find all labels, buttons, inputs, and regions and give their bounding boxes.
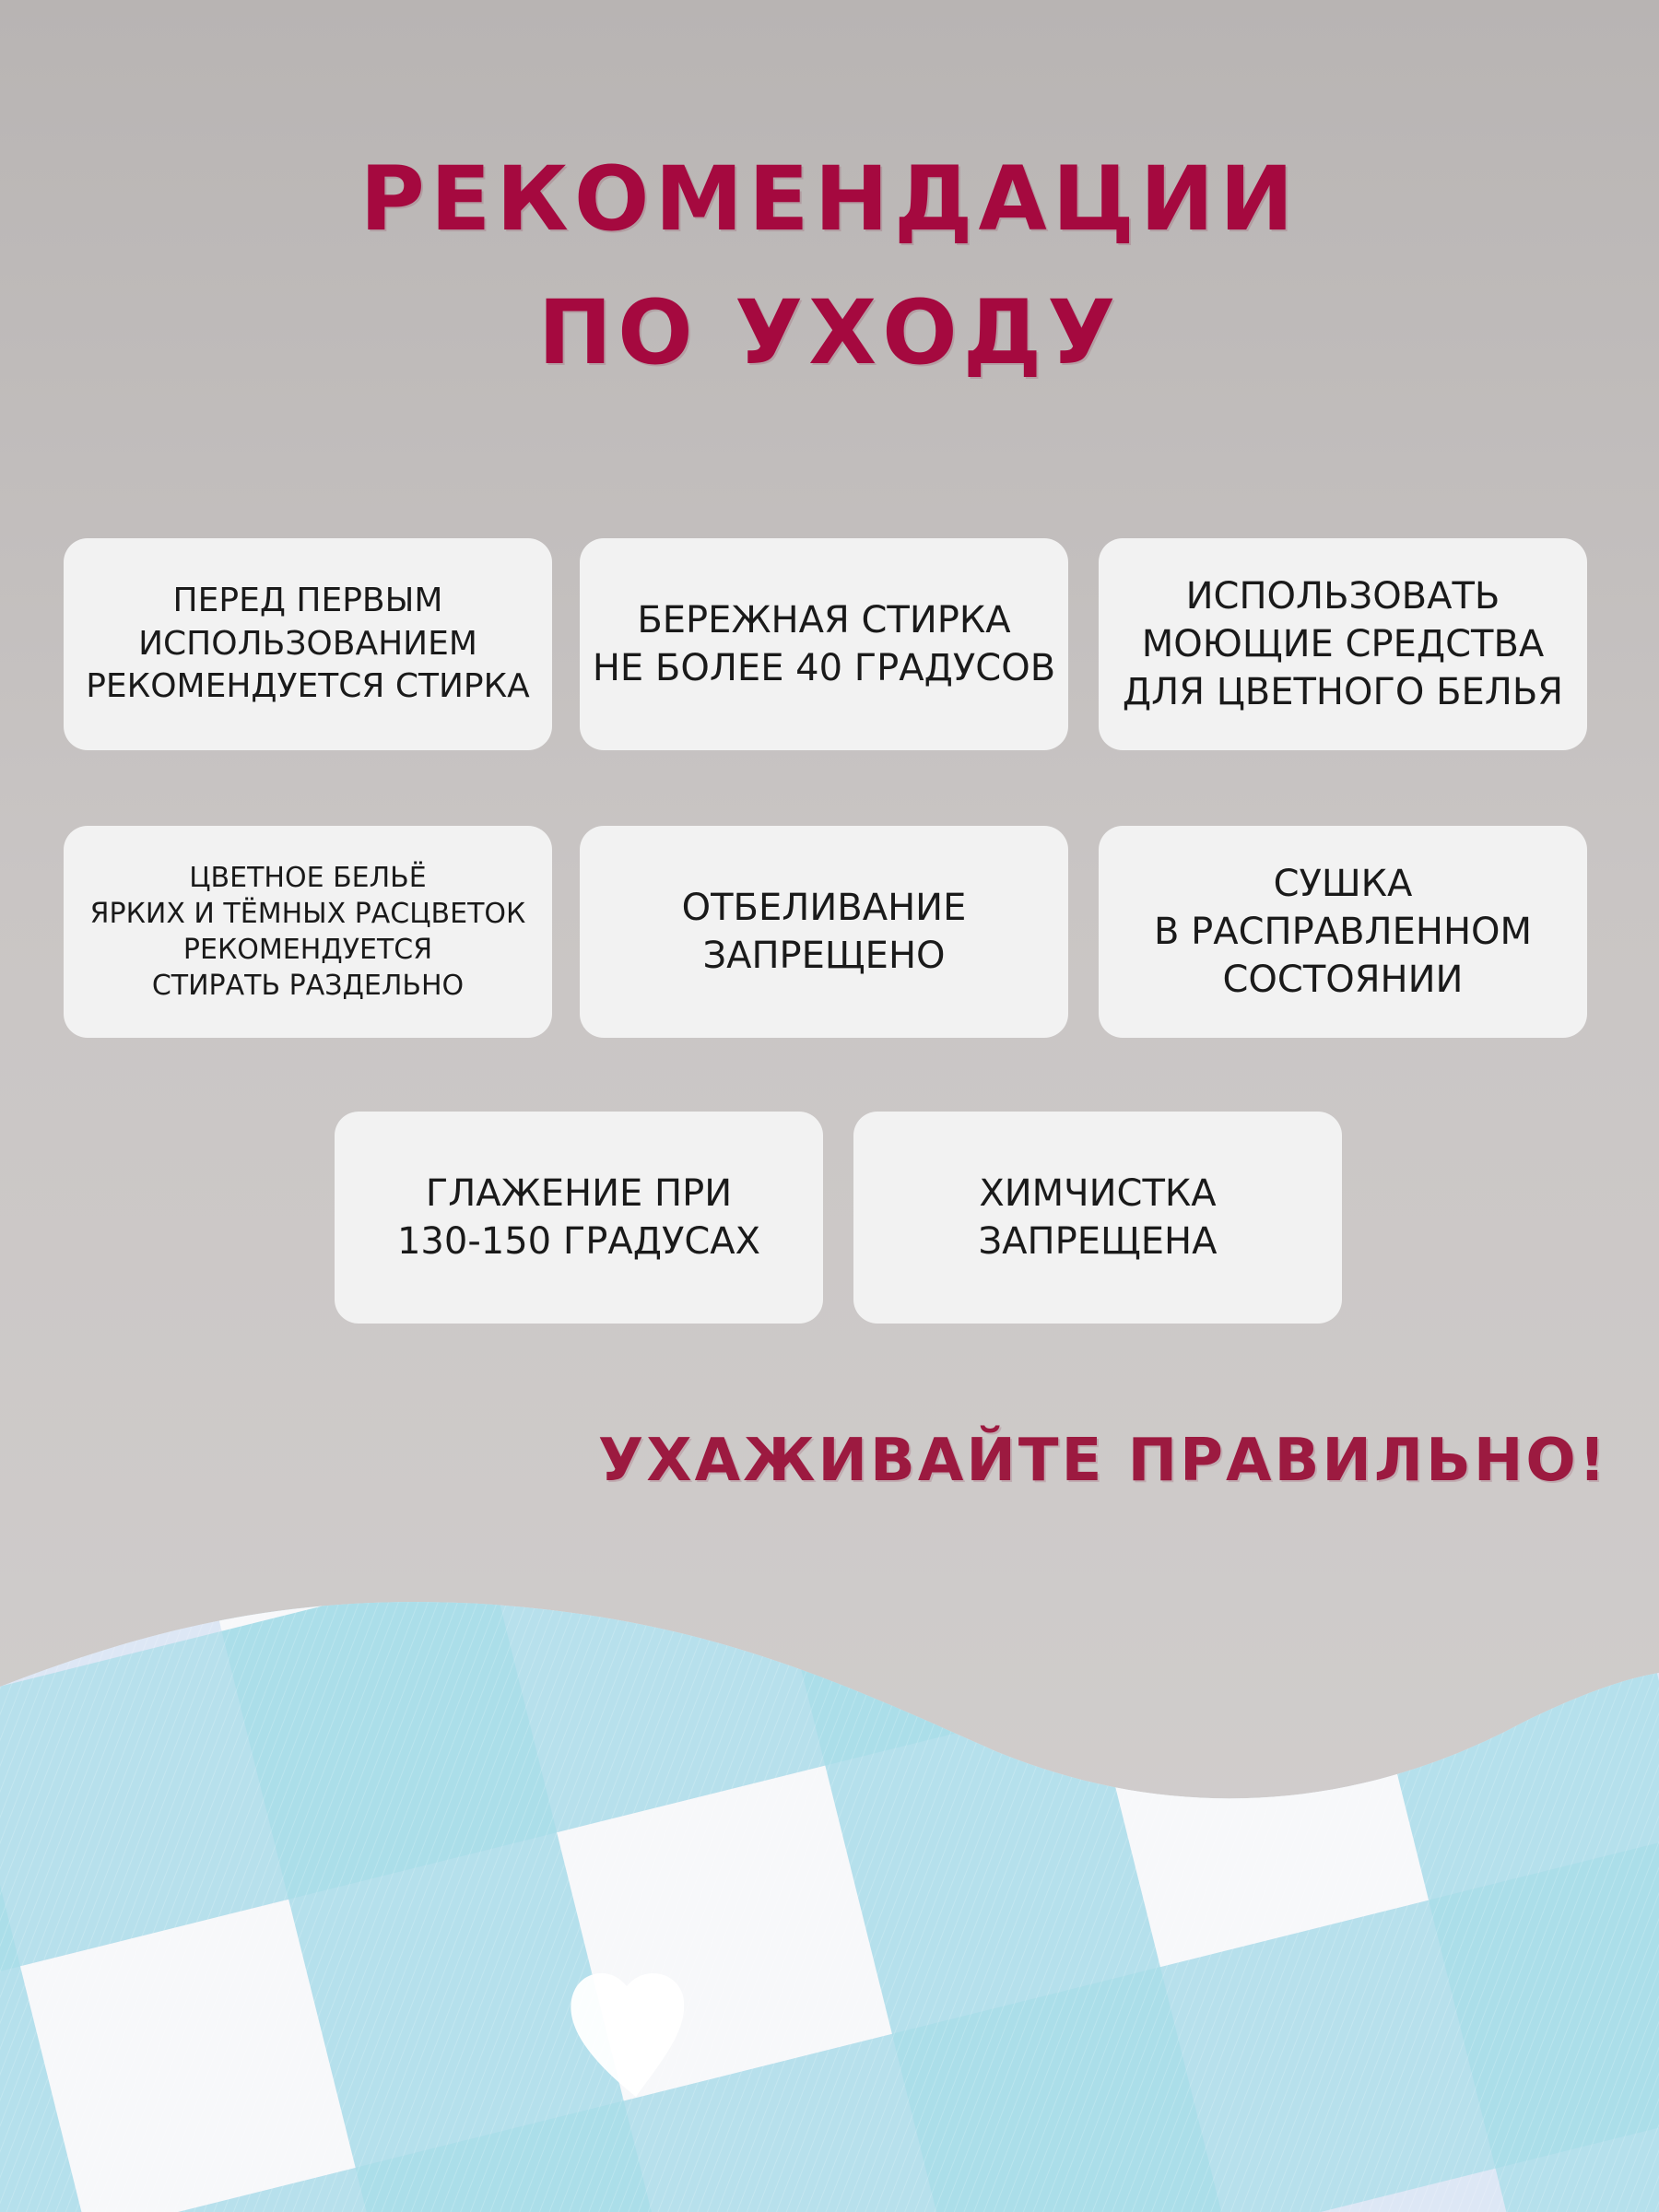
- care-card-no-bleach: ОТБЕЛИВАНИЕ ЗАПРЕЩЕНО: [580, 826, 1068, 1038]
- checkered-fabric: [0, 1567, 1659, 2212]
- care-card-detergent: ИСПОЛЬЗОВАТЬ МОЮЩИЕ СРЕДСТВА ДЛЯ ЦВЕТНОГО БЕЛЬЯ: [1099, 538, 1587, 750]
- slogan: УХАЖИВАЙТЕ ПРАВИЛЬНО!: [597, 1427, 1608, 1495]
- care-card-separate-wash: ЦВЕТНОЕ БЕЛЬЁ ЯРКИХ И ТЁМНЫХ РАСЦВЕТОК РЕКОМЕНДУЕТСЯ СТИРАТЬ РАЗДЕЛЬНО: [64, 826, 552, 1038]
- page-title-line-1: РЕКОМЕНДАЦИИ: [359, 147, 1300, 251]
- care-card-no-dryclean: ХИМЧИСТКА ЗАПРЕЩЕНА: [853, 1112, 1342, 1324]
- care-card-prewash: ПЕРЕД ПЕРВЫМ ИСПОЛЬЗОВАНИЕМ РЕКОМЕНДУЕТСЯ СТИРКА: [64, 538, 552, 750]
- care-card-ironing: ГЛАЖЕНИЕ ПРИ 130-150 ГРАДУСАХ: [335, 1112, 823, 1324]
- care-card-gentle-wash: БЕРЕЖНАЯ СТИРКА НЕ БОЛЕЕ 40 ГРАДУСОВ: [580, 538, 1068, 750]
- care-card-drying: СУШКА В РАСПРАВЛЕННОМ СОСТОЯНИИ: [1099, 826, 1587, 1038]
- page-title-line-2: ПО УХОДУ: [537, 281, 1122, 384]
